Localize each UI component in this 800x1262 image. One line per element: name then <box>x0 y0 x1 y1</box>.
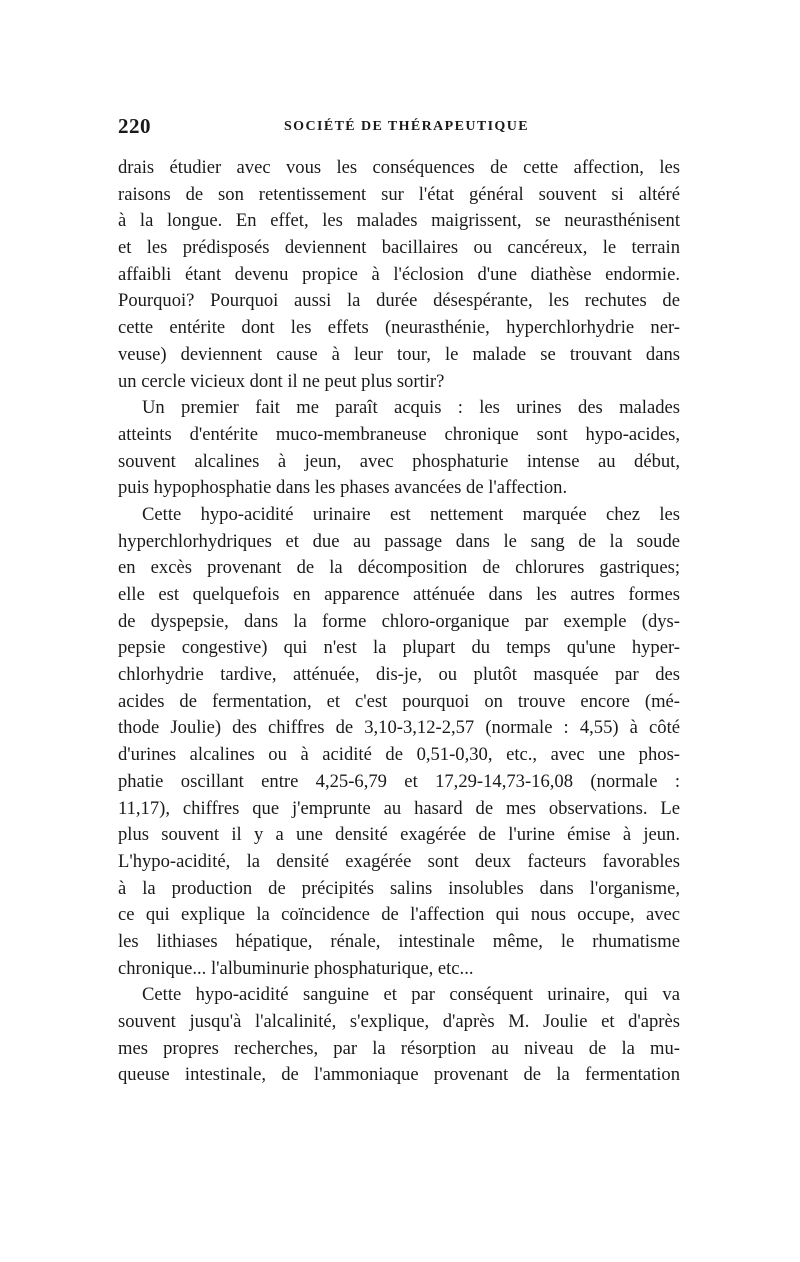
text-line: puis hypophosphatie dans les phases avancées de l'affection. <box>118 477 568 499</box>
text-line: L'hypo-acidité, la densité exagérée sont deux facteurs favorables <box>118 850 680 872</box>
text-line: Pourquoi? Pourquoi aussi la durée désespérante, les rechutes de <box>118 290 680 312</box>
text-line: et les prédisposés deviennent bacillaires ou cancéreux, le terrain <box>118 237 680 259</box>
text-line: affaibli étant devenu propice à l'éclosion d'une diathèse endormie. <box>118 263 680 285</box>
running-title: SOCIÉTÉ DE THÉRAPEUTIQUE <box>284 119 529 134</box>
text-line: ce qui explique la coïncidence de l'affection qui nous occupe, avec <box>118 904 680 926</box>
text-line: raisons de son retentissement sur l'état général souvent si altéré <box>118 183 680 205</box>
text-line: en excès provenant de la décomposition de chlorures gastriques; <box>118 557 680 579</box>
text-line: drais étudier avec vous les conséquences de cette affection, les <box>118 157 680 178</box>
body-text <box>118 155 680 1089</box>
text-line: pepsie congestive) qui n'est la plupart du temps qu'une hyper- <box>118 637 680 659</box>
text-line: phatie oscillant entre 4,25-6,79 et 17,29-14,73-16,08 (normale : <box>118 770 680 792</box>
running-head <box>118 114 680 142</box>
text-line: à la longue. En effet, les malades maigrissent, se neurasthénisent <box>118 210 680 232</box>
text-line: atteints d'entérite muco-membraneuse chronique sont hypo-acides, <box>118 423 680 445</box>
text-line: chlorhydrie tardive, atténuée, dis-je, ou plutôt masquée par des <box>118 664 680 686</box>
text-line: de dyspepsie, dans la forme chloro-organique par exemple (dys- <box>118 610 680 632</box>
paragraph-start-line: Cette hypo-acidité sanguine et par conséquent urinaire, qui va <box>142 984 680 1006</box>
text-line: un cercle vicieux dont il ne peut plus sortir? <box>118 370 445 392</box>
text-line: cette entérite dont les effets (neurasthénie, hyperchlorhydrie ner- <box>118 317 680 339</box>
text-line: souvent alcalines à jeun, avec phosphaturie intense au début, <box>118 450 680 472</box>
text-line: veuse) deviennent cause à leur tour, le malade se trouvant dans <box>118 343 680 365</box>
page-number: 220 <box>118 114 151 138</box>
text-line: mes propres recherches, par la résorption au niveau de la mu- <box>118 1037 680 1059</box>
text-line: thode Joulie) des chiffres de 3,10-3,12-2,57 (normale : 4,55) à côté <box>118 717 680 739</box>
text-line: queuse intestinale, de l'ammoniaque provenant de la fermentation <box>118 1064 680 1086</box>
text-line: elle est quelquefois en apparence atténuée dans les autres formes <box>118 584 680 605</box>
text-line: hyperchlorhydriques et due au passage dans le sang de la soude <box>118 530 680 552</box>
text-line: d'urines alcalines ou à acidité de 0,51-0,30, etc., avec une phos- <box>118 744 680 766</box>
text-line: plus souvent il y a une densité exagérée de l'urine émise à jeun. <box>118 824 680 846</box>
text-line: à la production de précipités salins insolubles dans l'organisme, <box>118 877 680 899</box>
text-line: 11,17), chiffres que j'emprunte au hasard de mes observations. Le <box>118 797 680 819</box>
text-line: les lithiases hépatique, rénale, intestinale même, le rhumatisme <box>118 930 680 952</box>
paragraph-start-line: Un premier fait me paraît acquis : les urines des malades <box>142 397 680 419</box>
text-line: acides de fermentation, et c'est pourquoi on trouve encore (mé- <box>118 690 680 712</box>
paragraph-start-line: Cette hypo-acidité urinaire est nettement marquée chez les <box>142 503 680 525</box>
text-line: souvent jusqu'à l'alcalinité, s'explique, d'après M. Joulie et d'après <box>118 1011 680 1032</box>
text-line: chronique... l'albuminurie phosphaturique, etc... <box>118 957 474 979</box>
